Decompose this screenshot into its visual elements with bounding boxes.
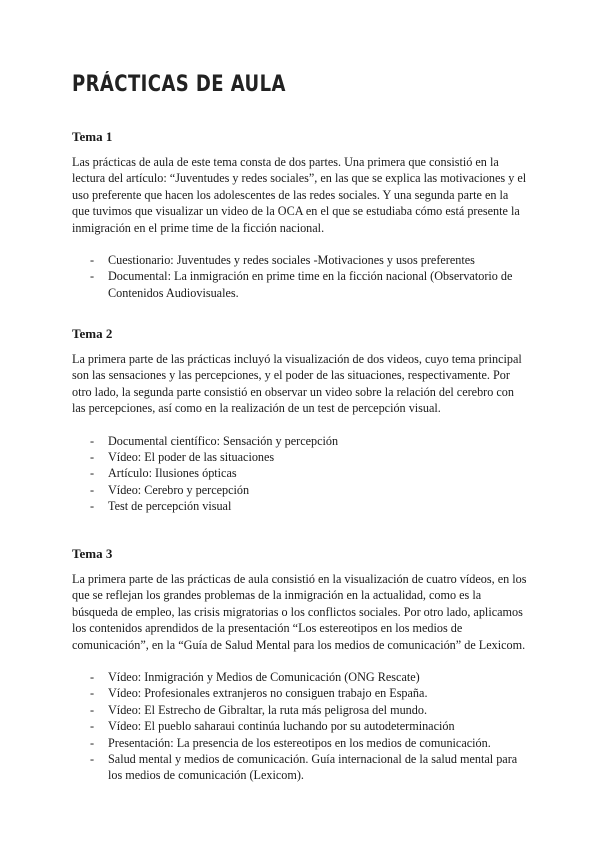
section-heading: Tema 1 <box>72 129 113 144</box>
list-item: - Documental: La inmigración en prime time en la ficción nacional (Observatorio de Contenidos Audiovisuales. <box>90 269 513 300</box>
list-item: - Vídeo: El Estrecho de Gibraltar, la ruta más peligrosa del mundo. <box>90 702 427 717</box>
list-item: - Vídeo: Cerebro y percepción <box>90 482 250 497</box>
list-item: - Vídeo: Profesionales extranjeros no consiguen trabajo en España. <box>90 686 428 701</box>
section-paragraph: Las prácticas de aula de este tema consta de dos partes. Una primera que consistió en la lectura del artículo: “Juventudes y redes sociales”, en las que se explica las motivaciones y el uso preferente que hacen los adolescentes de las redes sociales. Y una segunda parte en la que tuvimos que visualizar un video de la OCA en el que se estudiaba cómo está presente la inmigración en el prime time de la ficción nacional. <box>72 155 527 235</box>
list-item: - Vídeo: El pueblo saharaui continúa luchando por su autodeterminación <box>90 719 455 734</box>
list-item: - Documental científico: Sensación y percepción <box>90 433 339 448</box>
list-item: - Vídeo: El poder de las situaciones <box>90 450 275 465</box>
section-paragraph: La primera parte de las prácticas incluyó la visualización de dos videos, cuyo tema principal son las sensaciones y las percepciones, y el poder de las situaciones, respectivamente. Por otro lado, la segunda parte consistió en observar un video sobre la relación del cerebro con las percepciones, así como en la realización de un test de percepción visual. <box>72 352 522 416</box>
section-heading: Tema 2 <box>72 326 113 341</box>
section-list <box>72 252 528 301</box>
section-list <box>72 669 528 784</box>
section-paragraph: La primera parte de las prácticas de aula consistió en la visualización de cuatro vídeos, en los que se reflejan los grandes problemas de la inmigración en la actualidad, como es la búsqueda de empleo, las crisis migratorias o los conflictos sociales. Por otro lado, aplicamos los contenidos aprendidos de la presentación “Los estereotipos en los medios de comunicación”, en la “Guía de Salud Mental para los medios de comunicación” de Lexicom. <box>72 572 527 652</box>
section-tema-3 <box>72 546 528 784</box>
page-title: PRÁCTICAS DE AULA <box>72 72 286 97</box>
list-item: - Salud mental y medios de comunicación. Guía internacional de la salud mental para los medios de comunicación (Lexicom). <box>90 752 518 783</box>
section-tema-2 <box>72 326 528 515</box>
list-item: - Test de percepción visual <box>90 499 232 514</box>
section-heading: Tema 3 <box>72 546 113 561</box>
list-item: - Cuestionario: Juventudes y redes sociales -Motivaciones y usos preferentes <box>90 253 475 268</box>
list-item: - Vídeo: Inmigración y Medios de Comunicación (ONG Rescate) <box>90 670 420 685</box>
section-tema-1 <box>72 129 528 301</box>
section-list <box>72 433 528 515</box>
list-item: - Presentación: La presencia de los estereotipos en los medios de comunicación. <box>90 735 491 750</box>
list-item: - Artículo: Ilusiones ópticas <box>90 466 237 481</box>
